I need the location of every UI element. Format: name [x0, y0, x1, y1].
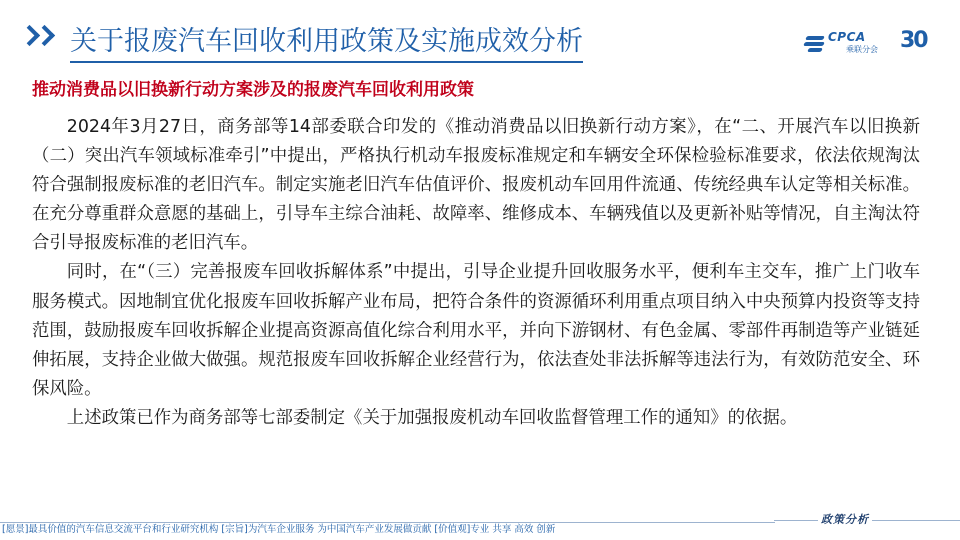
swoosh-icon: [804, 34, 830, 52]
footer-brand: 政策分析: [818, 511, 872, 527]
section-heading: 推动消费品以旧换新行动方案涉及的报废汽车回收利用政策: [32, 80, 474, 100]
anniversary-number: 30: [900, 28, 927, 53]
body-text: [32, 113, 920, 433]
slide-header: [0, 0, 960, 66]
slide-title: 关于报废汽车回收利用政策及实施成效分析: [70, 24, 583, 63]
footer-divider: [0, 522, 775, 523]
cpca-logo: [804, 30, 886, 56]
paragraph: 上述政策已作为商务部等七部委制定《关于加强报废机动车回收监督管理工作的通知》的依据。: [66, 407, 798, 428]
logo-chinese: 乘联分会: [846, 45, 878, 54]
paragraph: 同时，在“（三）完善报废车回收拆解体系”中提出，引导企业提升回收服务水平，便利车主交车，推广上门收车服务模式。因地制宜优化报废车回收拆解产业布局，把符合条件的资源循环利用重点项目纳入中央预算内投资等支持范围，鼓励报废车回收拆解企业提高资源高值化综合利用水平，并向下游钢材、有色金属、零部件再制造等产业链延伸拓展，支持企业做大做强。规范报废车回收拆解企业经营行为，依法查处非法拆解等违法行为，有效防范安全、环保风险。: [32, 262, 920, 399]
double-chevron-icon: [22, 28, 52, 47]
anniversary-logo: [900, 28, 940, 58]
footer-motto: [愿景]最具价值的汽车信息交流平台和行业研究机构 [宗旨]为汽车企业服务 为中国汽车产业发展做贡献 [价值观]专业 共享 高效 创新: [2, 524, 556, 535]
paragraph: 2024年3月27日，商务部等14部委联合印发的《推动消费品以旧换新行动方案》，在“二、开展汽车以旧换新（二）突出汽车领域标准牵引”中提出，严格执行机动车报废标准规定和车辆安全环保检验标准要求，依法依规淘汰符合强制报废标准的老旧汽车。制定实施老旧汽车估值评价、报废机动车回用件流通、传统经典车认定等相关标准。在充分尊重群众意愿的基础上，引导车主综合油耗、故障率、维修成本、车辆残值以及更新补贴等情况，自主淘汰符合引导报废标准的老旧汽车。: [32, 117, 920, 254]
logo-latin: CPCA: [828, 30, 866, 44]
